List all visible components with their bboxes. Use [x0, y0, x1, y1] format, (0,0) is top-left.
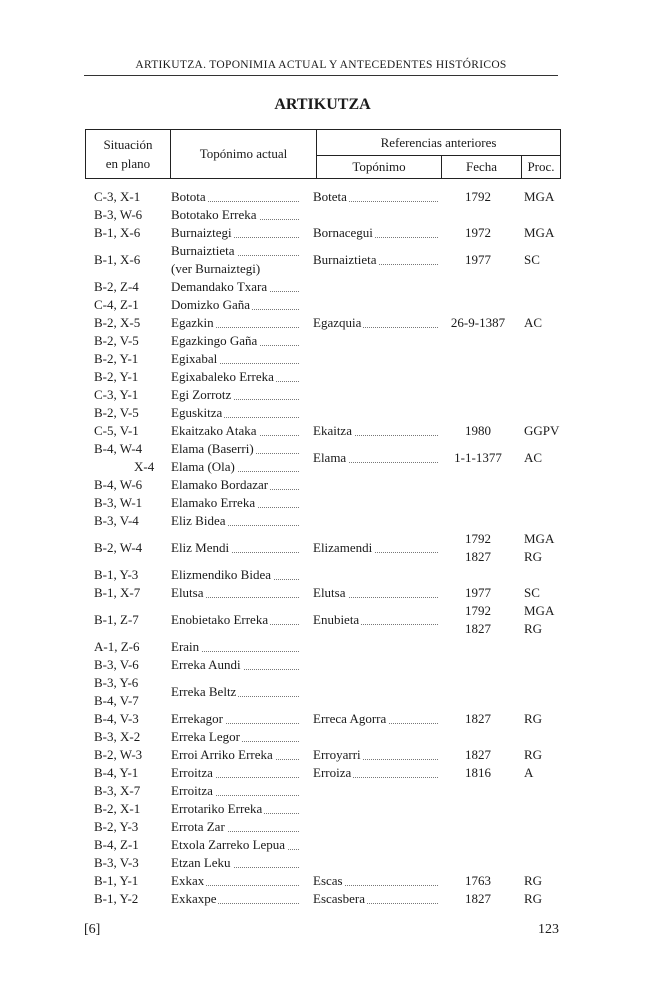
running-head: ARTIKUTZA. TOPONIMIA ACTUAL Y ANTECEDENTES HISTÓRICOS: [135, 59, 507, 71]
proc-text: SC: [524, 252, 540, 267]
table-row: [0, 476, 645, 494]
toponimo-actual-text: (ver Burnaiztegi): [171, 261, 261, 276]
referencia-toponimo-text: Erroyarri: [313, 747, 361, 762]
fecha-cell: [444, 422, 514, 440]
referencia-toponimo-text: Escas: [313, 873, 343, 888]
toponimo-actual-text: Exkaxpe: [171, 891, 217, 906]
table-row: [0, 494, 645, 512]
situacion-cell: [94, 818, 169, 836]
toponimo-actual-cell: [171, 764, 302, 782]
referencia-toponimo-cell: [313, 764, 440, 782]
table-row: [0, 314, 645, 332]
situacion-cell: [94, 872, 169, 890]
toponimo-actual-cell: [171, 422, 302, 440]
table-row: [0, 278, 645, 296]
fecha-cell: [444, 188, 514, 206]
situacion-cell: [94, 611, 169, 629]
situacion-text: C-3, X-1: [94, 189, 141, 204]
toponimo-actual-cell: [171, 854, 302, 872]
toponimo-actual-text: Enobietako Erreka: [171, 612, 269, 627]
toponimo-actual-text: Errotariko Erreka: [171, 801, 263, 816]
toponimo-actual-text: Exkax: [171, 873, 205, 888]
situacion-cell: [94, 404, 169, 422]
fecha-cell: [444, 872, 514, 890]
toponimo-actual-cell: [171, 386, 302, 404]
proc-cell: [524, 314, 564, 332]
table-row: [0, 332, 645, 350]
situacion-text: B-1, Y-2: [94, 891, 139, 906]
situacion-cell: [94, 836, 169, 854]
situacion-text: B-2, Y-1: [94, 369, 139, 384]
situacion-text: B-2, Y-3: [94, 819, 139, 834]
situacion-text: X-4: [134, 459, 155, 474]
table-row: [0, 800, 645, 818]
toponimo-actual-cell: [171, 224, 302, 242]
proc-cell: [524, 584, 564, 602]
table-row: [0, 350, 645, 368]
situacion-text: B-1, Y-1: [94, 873, 139, 888]
toponimo-actual-text: Elamako Erreka: [171, 495, 256, 510]
situacion-text: B-4, V-3: [94, 711, 139, 726]
table-row: [0, 242, 645, 278]
situacion-text: B-1, X-6: [94, 225, 141, 240]
toponimo-actual-cell: [171, 800, 302, 818]
page-number: 123: [538, 922, 559, 937]
toponimo-actual-text: Erroi Arriko Erreka: [171, 747, 273, 762]
toponimo-actual-text: Burnaiztegi: [171, 225, 232, 240]
toponimo-actual-cell: [171, 404, 302, 422]
situacion-cell: [94, 800, 169, 818]
situacion-cell: [94, 674, 169, 710]
referencia-toponimo-text: Elutsa: [313, 585, 346, 600]
toponimo-actual-text: Egixabaleko Erreka: [171, 369, 274, 384]
toponimo-actual-cell: [171, 746, 302, 764]
toponimo-actual-text: Erain: [171, 639, 200, 654]
table-row: [0, 638, 645, 656]
table-row: [0, 890, 645, 908]
proc-cell: [524, 710, 564, 728]
table-row: [0, 854, 645, 872]
toponimo-actual-cell: [171, 296, 302, 314]
situacion-text: B-3, X-7: [94, 783, 141, 798]
toponimo-actual-cell: [171, 440, 302, 476]
situacion-text: B-2, V-5: [94, 405, 139, 420]
situacion-cell: [94, 332, 169, 350]
situacion-cell: [94, 710, 169, 728]
toponimo-actual-text: Erreka Aundi: [171, 657, 241, 672]
header-toponimo-actual: Topónimo actual: [171, 130, 317, 178]
situacion-cell: [94, 854, 169, 872]
toponimo-actual-text: Erreka Beltz: [171, 684, 237, 699]
toponimo-actual-text: Erreka Legor: [171, 729, 240, 744]
table-row: [0, 674, 645, 710]
proc-cell: [524, 188, 564, 206]
proc-text: MGA: [524, 225, 555, 240]
situacion-cell: [94, 539, 169, 557]
fecha-cell: [444, 710, 514, 728]
situacion-text: C-4, Z-1: [94, 297, 139, 312]
toponimo-actual-text: Errota Zar: [171, 819, 225, 834]
fecha-text: 1977: [465, 585, 491, 600]
situacion-text: B-2, Z-4: [94, 279, 139, 294]
table-row: [0, 746, 645, 764]
referencia-toponimo-cell: [313, 872, 440, 890]
situacion-cell: [94, 656, 169, 674]
situacion-text: B-3, V-3: [94, 855, 139, 870]
proc-cell: [524, 422, 564, 440]
situacion-text: A-1, Z-6: [94, 639, 140, 654]
referencia-toponimo-text: Enubieta: [313, 612, 360, 627]
fecha-text: 1792: [465, 189, 491, 204]
referencia-toponimo-cell: [313, 449, 440, 467]
referencia-toponimo-text: Boteta: [313, 189, 347, 204]
fecha-text: 1792: [465, 603, 491, 618]
situacion-cell: [94, 224, 169, 242]
situacion-cell: [94, 782, 169, 800]
proc-text: AC: [524, 450, 543, 465]
proc-text: MGA: [524, 531, 555, 546]
fecha-text: 1977: [465, 252, 491, 267]
toponimo-actual-cell: [171, 476, 302, 494]
toponimo-actual-text: Elama (Ola): [171, 459, 235, 474]
situacion-cell: [94, 746, 169, 764]
toponimo-actual-text: Eliz Mendi: [171, 540, 230, 555]
situacion-text: B-4, Z-1: [94, 837, 139, 852]
table-row: [0, 836, 645, 854]
situacion-text: B-3, Y-6: [94, 675, 139, 690]
situacion-text: B-4, W-6: [94, 477, 143, 492]
situacion-text: B-4, V-7: [94, 693, 139, 708]
situacion-text: B-2, V-5: [94, 333, 139, 348]
fecha-cell: [444, 251, 514, 269]
proc-text: MGA: [524, 189, 555, 204]
referencia-toponimo-text: Escasbera: [313, 891, 365, 906]
situacion-cell: [94, 386, 169, 404]
situacion-text: C-5, V-1: [94, 423, 139, 438]
toponimo-actual-cell: [171, 242, 302, 278]
situacion-cell: [94, 566, 169, 584]
proc-text: RG: [524, 711, 543, 726]
referencia-toponimo-text: Elizamendi: [313, 540, 373, 555]
fecha-cell: [444, 746, 514, 764]
proc-text: RG: [524, 549, 543, 564]
toponimo-actual-text: Elutsa: [171, 585, 204, 600]
proc-text: RG: [524, 891, 543, 906]
toponimo-actual-cell: [171, 584, 302, 602]
proc-cell: [524, 224, 564, 242]
toponimo-actual-text: Eliz Bidea: [171, 513, 226, 528]
toponimo-actual-cell: [171, 368, 302, 386]
situacion-cell: [94, 350, 169, 368]
situacion-text: B-2, Y-1: [94, 351, 139, 366]
table-row: [0, 872, 645, 890]
toponimo-actual-cell: [171, 890, 302, 908]
toponimo-actual-text: Elama (Baserri): [171, 441, 254, 456]
situacion-text: B-3, V-4: [94, 513, 139, 528]
header-referencias: Referencias anteriores: [317, 130, 560, 156]
fecha-text: 1972: [465, 225, 491, 240]
fecha-text: 1763: [465, 873, 491, 888]
header-fecha: Fecha: [442, 156, 522, 178]
table-row: [0, 728, 645, 746]
situacion-text: B-4, Y-1: [94, 765, 139, 780]
table-row: [0, 566, 645, 584]
toponimo-actual-cell: [171, 566, 302, 584]
situacion-text: B-3, X-2: [94, 729, 141, 744]
section-title: ARTIKUTZA: [274, 96, 371, 113]
proc-text: AC: [524, 315, 543, 330]
table-row: [0, 404, 645, 422]
toponimo-actual-text: Elamako Bordazar: [171, 477, 269, 492]
toponimo-actual-text: Burnaiztieta: [171, 243, 235, 258]
toponimo-actual-cell: [171, 710, 302, 728]
situacion-text: C-3, Y-1: [94, 387, 139, 402]
referencia-toponimo-cell: [313, 890, 440, 908]
fecha-cell: [444, 764, 514, 782]
fecha-text: 1827: [465, 891, 491, 906]
header-situacion-line2: en plano: [105, 156, 151, 171]
situacion-cell: [94, 296, 169, 314]
table-row: [0, 818, 645, 836]
table-row: [0, 224, 645, 242]
situacion-text: B-3, W-1: [94, 495, 143, 510]
table-row: [0, 386, 645, 404]
proc-cell: [524, 764, 564, 782]
toponimo-actual-cell: [171, 683, 302, 701]
table-row: [0, 368, 645, 386]
referencia-toponimo-cell: [313, 710, 440, 728]
referencia-toponimo-text: Elama: [313, 450, 347, 465]
situacion-text: B-2, X-5: [94, 315, 141, 330]
fecha-cell: [444, 449, 514, 467]
toponimo-actual-text: Egixabal: [171, 351, 218, 366]
situacion-cell: [94, 494, 169, 512]
situacion-cell: [94, 512, 169, 530]
situacion-text: B-1, Y-3: [94, 567, 139, 582]
header-rule: [84, 75, 558, 76]
table-row: [0, 188, 645, 206]
toponimo-actual-cell: [171, 206, 302, 224]
toponimo-actual-text: Erroitza: [171, 783, 213, 798]
toponimo-actual-cell: [171, 728, 302, 746]
toponimo-actual-cell: [171, 539, 302, 557]
fecha-text: 1-1-1377: [454, 450, 502, 465]
toponimo-actual-cell: [171, 512, 302, 530]
table-row: [0, 710, 645, 728]
table-row: [0, 440, 645, 476]
proc-text: GGPV: [524, 423, 560, 438]
fecha-text: 1827: [465, 621, 491, 636]
toponimo-actual-text: Domizko Gaña: [171, 297, 251, 312]
table-row: [0, 530, 645, 566]
referencia-toponimo-cell: [313, 746, 440, 764]
proc-cell: [524, 890, 564, 908]
table-row: [0, 584, 645, 602]
proc-cell: [524, 746, 564, 764]
referencia-toponimo-cell: [313, 539, 440, 557]
fecha-text: 1827: [465, 711, 491, 726]
referencia-toponimo-text: Bornacegui: [313, 225, 373, 240]
fecha-text: 1792: [465, 531, 491, 546]
referencia-toponimo-cell: [313, 611, 440, 629]
situacion-cell: [94, 368, 169, 386]
table-body: [0, 188, 645, 908]
toponimo-actual-text: Erroitza: [171, 765, 213, 780]
fecha-text: 26-9-1387: [450, 315, 506, 330]
toponimo-actual-text: Botota: [171, 189, 206, 204]
toponimo-actual-cell: [171, 188, 302, 206]
proc-cell: [524, 530, 564, 566]
situacion-cell: [94, 188, 169, 206]
toponimo-actual-text: Errekagor: [171, 711, 223, 726]
situacion-cell: [94, 206, 169, 224]
table-row: [0, 782, 645, 800]
referencia-toponimo-cell: [313, 224, 440, 242]
toponimo-actual-text: Egi Zorrotz: [171, 387, 232, 402]
referencia-toponimo-cell: [313, 314, 440, 332]
fecha-text: 1816: [465, 765, 491, 780]
fecha-text: 1827: [465, 549, 491, 564]
situacion-text: B-1, X-7: [94, 585, 141, 600]
situacion-text: B-3, V-6: [94, 657, 139, 672]
table-row: [0, 602, 645, 638]
toponimo-actual-text: Etzan Leku: [171, 855, 231, 870]
fecha-cell: [444, 584, 514, 602]
situacion-cell: [94, 584, 169, 602]
toponimo-actual-cell: [171, 818, 302, 836]
proc-cell: [524, 251, 564, 269]
toponimo-actual-cell: [171, 611, 302, 629]
toponimo-actual-text: Egazkin: [171, 315, 214, 330]
fecha-cell: [444, 224, 514, 242]
header-proc: Proc.: [527, 159, 555, 174]
situacion-text: B-1, Z-7: [94, 612, 139, 627]
situacion-cell: [94, 278, 169, 296]
toponimo-actual-cell: [171, 350, 302, 368]
toponimo-actual-text: Eguskitza: [171, 405, 223, 420]
header-situacion-line1: Situación: [103, 137, 153, 152]
toponimo-actual-cell: [171, 332, 302, 350]
fecha-cell: [444, 530, 514, 566]
table-row: [0, 296, 645, 314]
toponimo-actual-text: Ekaitzako Ataka: [171, 423, 257, 438]
proc-text: RG: [524, 873, 543, 888]
proc-cell: [524, 602, 564, 638]
toponimo-actual-cell: [171, 872, 302, 890]
situacion-cell: [94, 728, 169, 746]
toponimo-actual-cell: [171, 494, 302, 512]
table-row: [0, 206, 645, 224]
fecha-cell: [444, 602, 514, 638]
fecha-text: 1827: [465, 747, 491, 762]
toponimo-actual-cell: [171, 278, 302, 296]
situacion-text: B-2, X-1: [94, 801, 141, 816]
fecha-text: 1980: [465, 423, 491, 438]
situacion-cell: [94, 764, 169, 782]
referencia-toponimo-text: Erroiza: [313, 765, 352, 780]
referencia-toponimo-text: Ekaitza: [313, 423, 352, 438]
situacion-text: B-2, W-3: [94, 747, 143, 762]
toponimo-actual-text: Elizmendiko Bidea: [171, 567, 272, 582]
situacion-cell: [94, 476, 169, 494]
situacion-cell: [94, 440, 169, 476]
proc-text: MGA: [524, 603, 555, 618]
situacion-text: B-3, W-6: [94, 207, 143, 222]
toponimo-actual-text: Egazkingo Gaña: [171, 333, 258, 348]
referencia-toponimo-cell: [313, 188, 440, 206]
proc-text: RG: [524, 621, 543, 636]
toponimo-actual-cell: [171, 656, 302, 674]
situacion-cell: [94, 638, 169, 656]
situacion-text: B-1, X-6: [94, 252, 141, 267]
toponimo-actual-text: Etxola Zarreko Lepua: [171, 837, 286, 852]
fecha-cell: [444, 314, 514, 332]
table-header: [85, 129, 561, 179]
referencia-toponimo-text: Egazquia: [313, 315, 362, 330]
situacion-cell: [94, 422, 169, 440]
referencia-toponimo-text: Erreca Agorra: [313, 711, 387, 726]
toponimo-actual-cell: [171, 836, 302, 854]
proc-cell: [524, 872, 564, 890]
toponimo-actual-cell: [171, 782, 302, 800]
toponimo-actual-text: Demandako Txara: [171, 279, 268, 294]
proc-text: RG: [524, 747, 543, 762]
header-situacion: [86, 130, 171, 178]
table-row: [0, 422, 645, 440]
table-row: [0, 764, 645, 782]
table-row: [0, 656, 645, 674]
folio-left: [6]: [84, 922, 101, 937]
proc-text: A: [524, 765, 534, 780]
referencia-toponimo-cell: [313, 584, 440, 602]
proc-cell: [524, 449, 564, 467]
situacion-text: B-2, W-4: [94, 540, 143, 555]
referencia-toponimo-cell: [313, 422, 440, 440]
situacion-cell: [94, 251, 169, 269]
situacion-cell: [94, 314, 169, 332]
fecha-cell: [444, 890, 514, 908]
toponimo-actual-cell: [171, 314, 302, 332]
situacion-text: B-4, W-4: [94, 441, 143, 456]
referencia-toponimo-cell: [313, 251, 440, 269]
table-row: [0, 512, 645, 530]
toponimo-actual-text: Bototako Erreka: [171, 207, 257, 222]
proc-text: SC: [524, 585, 540, 600]
referencia-toponimo-text: Burnaiztieta: [313, 252, 377, 267]
situacion-cell: [94, 890, 169, 908]
header-toponimo: Topónimo: [317, 156, 442, 178]
toponimo-actual-cell: [171, 638, 302, 656]
